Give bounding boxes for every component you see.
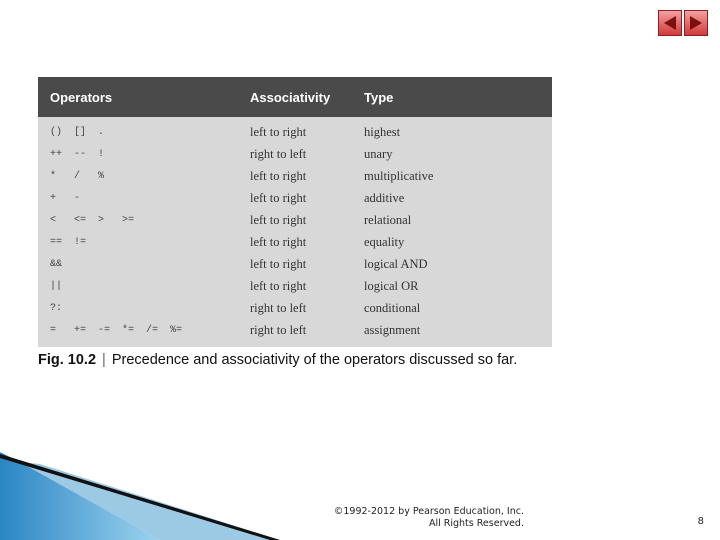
type-cell: relational — [364, 212, 412, 227]
associativity-cell: left to right — [250, 234, 307, 249]
operator-list — [50, 259, 250, 270]
type-cell: multiplicative — [364, 168, 434, 183]
caption-separator: | — [102, 352, 106, 368]
operator-list — [50, 237, 250, 248]
table-row — [38, 297, 552, 319]
triangle-left-icon — [663, 15, 677, 31]
operator-list — [50, 303, 250, 314]
next-slide-button[interactable] — [684, 10, 708, 36]
type-cell: additive — [364, 190, 405, 205]
table-row — [38, 253, 552, 275]
operator-list — [50, 171, 250, 182]
associativity-cell: right to left — [250, 146, 307, 161]
operator-symbol: && — [50, 258, 63, 270]
associativity-cell: left to right — [250, 190, 307, 205]
operator-symbol: ! — [98, 148, 105, 160]
associativity-cell: right to left — [250, 300, 307, 315]
operator-symbol: ?: — [50, 302, 63, 314]
operators-cell — [38, 275, 250, 297]
operator-list — [50, 325, 250, 336]
operator-symbol: = — [50, 324, 57, 336]
operator-symbol: [] — [74, 126, 87, 138]
figure-number: Fig. 10.2 — [38, 352, 97, 368]
table-row — [38, 165, 552, 187]
operator-symbol: *= — [122, 324, 135, 336]
slide-navigation — [658, 10, 708, 36]
operator-symbol: += — [74, 324, 87, 336]
operator-symbol: + — [50, 192, 57, 204]
header-operators: Operators — [38, 77, 250, 117]
operator-symbol: -- — [74, 148, 87, 160]
operators-cell — [38, 297, 250, 319]
figure-caption — [38, 351, 552, 370]
associativity-cell: left to right — [250, 212, 307, 227]
operator-list — [50, 215, 250, 226]
associativity-cell: left to right — [250, 256, 307, 271]
rights-line: All Rights Reserved. — [428, 518, 524, 529]
table-row — [38, 117, 552, 143]
figure — [38, 77, 552, 370]
associativity-cell: left to right — [250, 124, 307, 139]
table-row — [38, 319, 552, 347]
operators-cell — [38, 187, 250, 209]
operator-symbol: * — [50, 170, 57, 182]
precedence-table — [38, 77, 552, 347]
operator-symbol: %= — [170, 324, 183, 336]
operators-cell — [38, 319, 250, 347]
operators-cell — [38, 165, 250, 187]
operator-list — [50, 193, 250, 204]
operator-symbol: -= — [98, 324, 111, 336]
type-cell: logical AND — [364, 256, 428, 271]
operator-symbol: () — [50, 126, 63, 138]
type-cell: equality — [364, 234, 405, 249]
table-row — [38, 209, 552, 231]
table-row — [38, 231, 552, 253]
operator-symbol: % — [98, 170, 105, 182]
header-associativity: Associativity — [250, 77, 364, 117]
operators-cell — [38, 209, 250, 231]
copyright-line: ©1992-2012 by Pearson Education, Inc. — [333, 506, 524, 517]
operator-symbol: >= — [122, 214, 135, 226]
operator-symbol: <= — [74, 214, 87, 226]
associativity-cell: left to right — [250, 278, 307, 293]
table-body — [38, 117, 552, 347]
associativity-cell: right to left — [250, 322, 307, 337]
operator-list — [50, 281, 250, 292]
type-cell: highest — [364, 124, 401, 139]
operators-cell — [38, 231, 250, 253]
type-cell: unary — [364, 146, 393, 161]
table-row — [38, 275, 552, 297]
previous-slide-button[interactable] — [658, 10, 682, 36]
decorative-swoosh — [0, 452, 280, 540]
operator-symbol: == — [50, 236, 63, 248]
operator-list — [50, 127, 250, 138]
operator-symbol: != — [74, 236, 87, 248]
type-cell: logical OR — [364, 278, 419, 293]
caption-text: Precedence and associativity of the operators discussed so far. — [111, 352, 518, 368]
header-type: Type — [364, 77, 552, 117]
operators-cell — [38, 143, 250, 165]
operators-cell — [38, 253, 250, 275]
associativity-cell: left to right — [250, 168, 307, 183]
operator-symbol: || — [50, 280, 63, 292]
operator-symbol: / — [74, 170, 81, 182]
operator-symbol: - — [74, 192, 81, 204]
operator-symbol: ++ — [50, 148, 63, 160]
type-cell: conditional — [364, 300, 421, 315]
operator-list — [50, 149, 250, 160]
table-header-row — [38, 77, 552, 117]
operators-cell — [38, 117, 250, 143]
operator-symbol: /= — [146, 324, 159, 336]
operator-symbol: . — [98, 126, 105, 138]
operator-symbol: < — [50, 214, 57, 226]
copyright-footer — [300, 506, 524, 530]
type-cell: assignment — [364, 322, 421, 337]
page-number: 8 — [697, 516, 704, 527]
table-row — [38, 143, 552, 165]
triangle-right-icon — [689, 15, 703, 31]
operator-symbol: > — [98, 214, 105, 226]
table-row — [38, 187, 552, 209]
